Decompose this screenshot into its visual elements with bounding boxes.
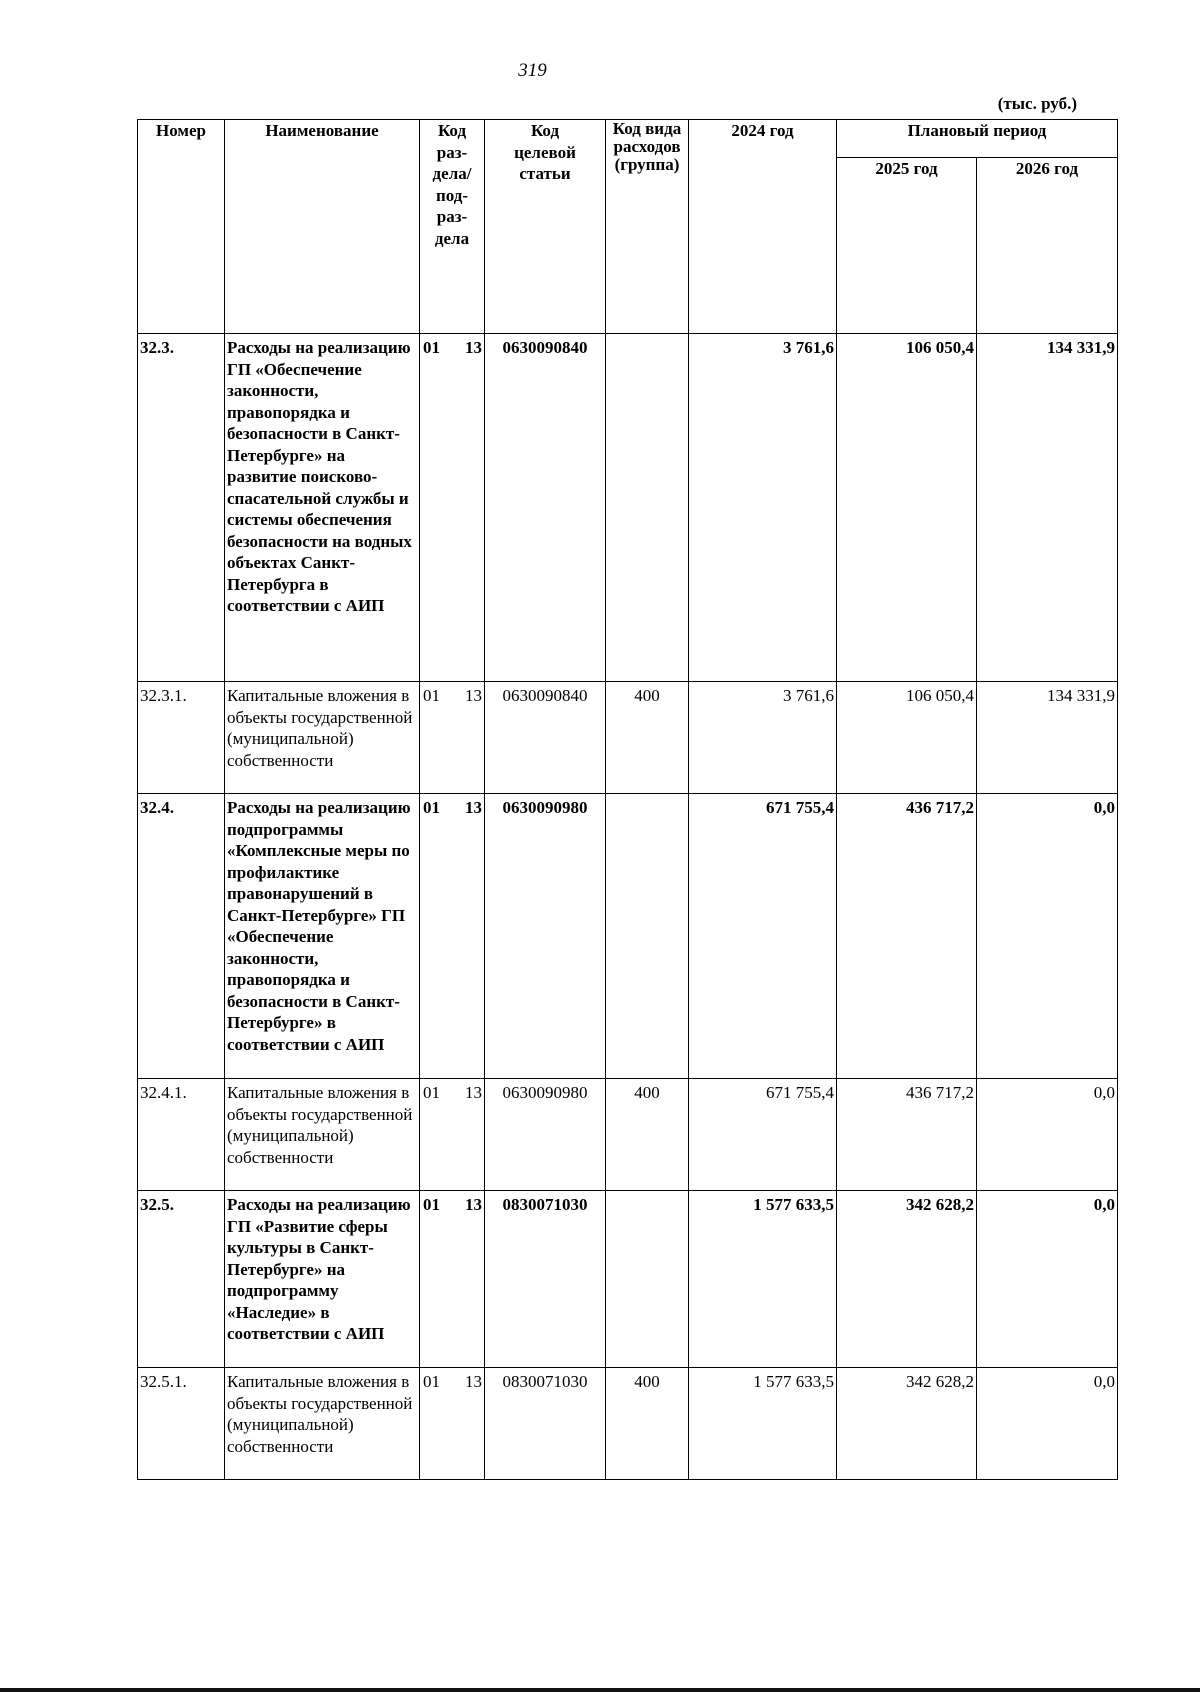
scan-edge-divider bbox=[0, 1688, 1200, 1692]
header-year-2025: 2025 год bbox=[837, 158, 977, 334]
row-target-code: 0630090980 bbox=[485, 794, 606, 1079]
header-year-2024: 2024 год bbox=[689, 120, 837, 334]
row-target-code: 0630090980 bbox=[485, 1079, 606, 1191]
header-name: Наименование bbox=[225, 120, 420, 334]
page-number: 319 bbox=[518, 60, 547, 81]
header-expense-type: Код вида расходов (группа) bbox=[606, 120, 689, 334]
row-expense-type: 400 bbox=[606, 682, 689, 794]
row-expense-type bbox=[606, 334, 689, 682]
table-row bbox=[138, 1191, 1118, 1368]
subsection: 13 bbox=[465, 338, 482, 357]
section: 01 bbox=[423, 798, 440, 817]
table-row bbox=[138, 334, 1118, 682]
row-name: Капитальные вложения в объекты государственной (муниципальной) собственности bbox=[225, 682, 420, 794]
row-2026: 134 331,9 bbox=[977, 334, 1118, 682]
row-target-code: 0630090840 bbox=[485, 682, 606, 794]
row-name: Расходы на реализацию ГП «Обеспечение законности, правопорядка и безопасности в Санкт-Петербурге» на развитие поисково-спасательной службы и системы обеспечения безопасности на водных объектах Санкт-Петербурга в соответствии с АИП bbox=[225, 334, 420, 682]
row-section-code bbox=[420, 334, 485, 682]
row-number: 32.5.1. bbox=[138, 1368, 225, 1480]
table-row bbox=[138, 1079, 1118, 1191]
table-row bbox=[138, 794, 1118, 1079]
row-2025: 436 717,2 bbox=[837, 1079, 977, 1191]
row-target-code: 0630090840 bbox=[485, 334, 606, 682]
header-plan-period: Плановый период bbox=[837, 120, 1118, 158]
subsection: 13 bbox=[465, 1195, 482, 1214]
row-section-code bbox=[420, 1191, 485, 1368]
row-expense-type: 400 bbox=[606, 1079, 689, 1191]
row-expense-type bbox=[606, 1191, 689, 1368]
units-label: (тыс. руб.) bbox=[997, 94, 1077, 113]
subsection: 13 bbox=[465, 1372, 482, 1391]
header-section-code: Код раз- дела/ под- раз- дела bbox=[420, 120, 485, 334]
row-section-code bbox=[420, 794, 485, 1079]
row-2026: 0,0 bbox=[977, 1368, 1118, 1480]
table-row bbox=[138, 682, 1118, 794]
subsection: 13 bbox=[465, 1083, 482, 1102]
row-number: 32.5. bbox=[138, 1191, 225, 1368]
row-expense-type bbox=[606, 794, 689, 1079]
row-2026: 134 331,9 bbox=[977, 682, 1118, 794]
subsection: 13 bbox=[465, 686, 482, 705]
row-target-code: 0830071030 bbox=[485, 1368, 606, 1480]
row-2025: 106 050,4 bbox=[837, 682, 977, 794]
row-2024: 3 761,6 bbox=[689, 334, 837, 682]
row-2024: 671 755,4 bbox=[689, 1079, 837, 1191]
row-2024: 1 577 633,5 bbox=[689, 1191, 837, 1368]
row-2024: 671 755,4 bbox=[689, 794, 837, 1079]
section: 01 bbox=[423, 686, 440, 705]
row-number: 32.4.1. bbox=[138, 1079, 225, 1191]
subsection: 13 bbox=[465, 798, 482, 817]
row-name: Капитальные вложения в объекты государственной (муниципальной) собственности bbox=[225, 1368, 420, 1480]
row-target-code: 0830071030 bbox=[485, 1191, 606, 1368]
row-number: 32.3.1. bbox=[138, 682, 225, 794]
row-2025: 342 628,2 bbox=[837, 1191, 977, 1368]
row-2026: 0,0 bbox=[977, 1079, 1118, 1191]
row-2025: 106 050,4 bbox=[837, 334, 977, 682]
row-2024: 1 577 633,5 bbox=[689, 1368, 837, 1480]
row-section-code bbox=[420, 1079, 485, 1191]
row-expense-type: 400 bbox=[606, 1368, 689, 1480]
row-2026: 0,0 bbox=[977, 794, 1118, 1079]
table-row bbox=[138, 1368, 1118, 1480]
row-name: Расходы на реализацию подпрограммы «Комплексные меры по профилактике правонарушений в Санкт-Петербурге» ГП «Обеспечение законности, правопорядка и безопасности в Санкт-Петербурге» в соответствии с АИП bbox=[225, 794, 420, 1079]
header-year-2026: 2026 год bbox=[977, 158, 1118, 334]
row-name: Капитальные вложения в объекты государственной (муниципальной) собственности bbox=[225, 1079, 420, 1191]
row-number: 32.3. bbox=[138, 334, 225, 682]
section: 01 bbox=[423, 1195, 440, 1214]
row-2026: 0,0 bbox=[977, 1191, 1118, 1368]
section: 01 bbox=[423, 1083, 440, 1102]
row-2025: 342 628,2 bbox=[837, 1368, 977, 1480]
row-section-code bbox=[420, 1368, 485, 1480]
row-number: 32.4. bbox=[138, 794, 225, 1079]
header-target-code: Код целевой статьи bbox=[485, 120, 606, 334]
section: 01 bbox=[423, 338, 440, 357]
section: 01 bbox=[423, 1372, 440, 1391]
row-name: Расходы на реализацию ГП «Развитие сферы культуры в Санкт-Петербурге» на подпрограмму «Наследие» в соответствии с АИП bbox=[225, 1191, 420, 1368]
header-number: Номер bbox=[138, 120, 225, 334]
row-section-code bbox=[420, 682, 485, 794]
row-2025: 436 717,2 bbox=[837, 794, 977, 1079]
row-2024: 3 761,6 bbox=[689, 682, 837, 794]
budget-table bbox=[137, 119, 1118, 1480]
